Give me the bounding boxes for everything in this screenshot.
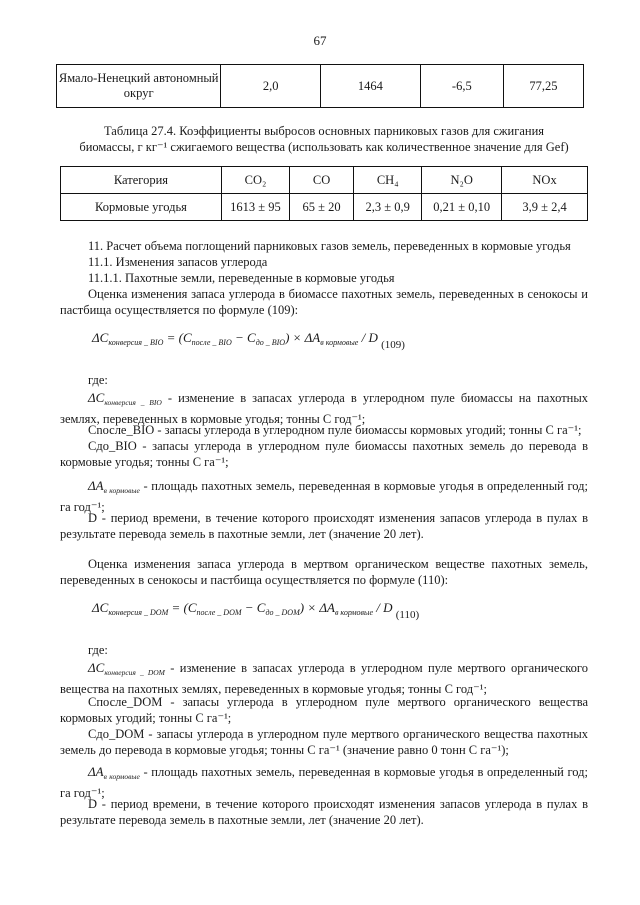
definition-text: - площадь пахотных земель, переведенная в кормовые угодья в определенный год; га год⁻¹; (60, 479, 588, 514)
column-header: CO₂ (221, 167, 289, 194)
definition-symbol: Сдо_BIO (88, 439, 137, 453)
formula-sub: в кормовые (103, 486, 140, 495)
definition-c-after-dom (60, 694, 588, 726)
intro-paragraph-dom: Оценка изменения запаса углерода в мертвом органическом веществе пахотных земель, переведенных в сенокосы и пастбища осуществляется по формуле (110): (60, 557, 588, 587)
region-cell: Ямало-Ненецкий автономный округ (57, 65, 221, 108)
formula-number: (110) (395, 609, 420, 621)
formula-sub: после _ BIO (191, 338, 232, 347)
definition-text: - запасы углерода в углеродном пуле мертвого органического вещества кормовых угодий; тонны С га⁻¹; (60, 695, 588, 725)
definition-period-dom: D - период времени, в течение которого происходят изменения запасов углерода в пулах в результате перевода земель в пахотные земли, лет (значение 20 лет). (60, 797, 588, 827)
formula-sub: в кормовые (103, 772, 140, 781)
definition-text: - запасы углерода в углеродном пуле биомассы кормовых угодий; тонны С га⁻¹; (157, 423, 582, 437)
definition-text: - запасы углерода в углеродном пуле мертвого органического вещества пахотных земель до перевода в кормовые угодья; тонны С га⁻¹ (значение равно 0 тонн С га⁻¹); (60, 727, 588, 757)
table-row (61, 194, 588, 221)
definition-area-bio: $\Delta A_{в кормовые}$ - площадь пахотных земель, переведенная в кормовые угодья в определенный год; га год⁻¹; (60, 478, 588, 514)
table-cell: 2,3 ± 0,9 (354, 194, 422, 221)
table-caption-line-1: Таблица 27.4. Коэффициенты выбросов основных парниковых газов для сжигания (103, 124, 545, 138)
definition-delta-c-dom: $\Delta C_{конверсия \_ DOM}$ - изменение в запасах углерода в углеродном пуле мертвого органического вещества на пахотных землях, переведенных в кормовые угодья; тонны С год⁻¹; (60, 660, 588, 696)
table-cell: 0,21 ± 0,10 (422, 194, 502, 221)
section-heading-11-1-1: 11.1.1. Пахотные земли, переведенные в кормовые угодья (88, 271, 395, 285)
table-cell: -6,5 (420, 65, 503, 108)
definition-text: - площадь пахотных земель, переведенная в кормовые угодья в определенный год; га год⁻¹; (60, 765, 588, 800)
formula-number: (109) (381, 339, 405, 351)
table-header-row (61, 167, 588, 194)
column-header: NOx (502, 167, 588, 194)
where-label: где: (88, 643, 108, 657)
intro-paragraph-bio: Оценка изменения запаса углерода в биомассе пахотных земель, переведенных в сенокосы и пастбища осуществляется по формуле (109): (60, 287, 588, 317)
table-cell: 2,0 (221, 65, 321, 108)
definition-symbol: Спосле_DOM (88, 695, 163, 709)
region-table (56, 64, 584, 108)
table-cell: 1613 ± 95 (221, 194, 289, 221)
table-cell: 3,9 ± 2,4 (502, 194, 588, 221)
section-heading-11: 11. Расчет объема поглощений парниковых газов земель, переведенных в кормовые угодья (88, 239, 571, 253)
table-cell: 65 ± 20 (290, 194, 354, 221)
column-header: Категория (61, 167, 222, 194)
formula-sub: конверсия _ DOM (108, 608, 169, 617)
definition-text: - изменение в запасах углерода в углеродном пуле биомассы на пахотных землях, переведенных в кормовые угодья; тонны С год⁻¹; (60, 391, 588, 426)
definition-text: - запасы углерода в углеродном пуле биомассы пахотных земель до перевода в кормовые угодья; тонны С га⁻¹; (60, 439, 588, 469)
column-header: CH₄ (354, 167, 422, 194)
definition-period-bio: D - период времени, в течение которого происходят изменения запасов углерода в пулах в результате перевода земель в пахотные земли, лет (значение 20 лет). (60, 511, 588, 541)
column-header: CO (290, 167, 354, 194)
definition-c-before-bio (60, 438, 588, 470)
definition-area-dom: $\Delta A_{в кормовые}$ - площадь пахотных земель, переведенная в кормовые угодья в определенный год; га год⁻¹; (60, 764, 588, 800)
formula-sub: до _ BIO (255, 338, 286, 347)
definition-c-after-bio (60, 422, 588, 438)
section-heading-11-1: 11.1. Изменения запасов углерода (88, 255, 268, 269)
formula-sub: конверсия _ BIO (104, 398, 162, 407)
emissions-table (60, 166, 588, 221)
formula-sub: в кормовые (320, 338, 359, 347)
formula-sub: после _ DOM (196, 608, 242, 617)
page-number: 67 (313, 33, 327, 48)
table-caption-line-2: биомассы, г кг⁻¹ сжигаемого вещества (использовать как количественное значение для Gef) (79, 140, 569, 154)
formula-sub: конверсия _ DOM (104, 668, 165, 677)
table-cell: 77,25 (503, 65, 583, 108)
where-label: где: (88, 373, 108, 387)
formula-sub: до _ DOM (265, 608, 300, 617)
definition-delta-c-bio: $\Delta C_{конверсия \_ BIO}$ - изменение в запасах углерода в углеродном пуле биомассы на пахотных землях, переведенных в кормовые угодья; тонны С год⁻¹; (60, 390, 588, 426)
definition-c-before-dom (60, 726, 588, 758)
formula-109: $\Delta C_{конверсия \_ BIO} = (C_{после \_ BIO} - C_{до \_ BIO}) \times \Delta A_{в кормовые} / D$ $_{(109)}$ (92, 330, 405, 351)
definition-symbol: Сnосле_BIO (88, 423, 155, 437)
column-header: N₂O (422, 167, 502, 194)
formula-110: $\Delta C_{конверсия \_ DOM} = (C_{после \_ DOM} - C_{до \_ DOM}) \times \Delta A_{в кормовые} / D$ $_{(110)}$ (92, 600, 420, 621)
definition-text: - изменение в запасах углерода в углеродном пуле мертвого органического вещества на пахотных землях, переведенных в кормовые угодья; тонны С год⁻¹; (60, 661, 588, 696)
definition-symbol: Сдо_DOM (88, 727, 145, 741)
formula-sub: в кормовые (334, 608, 373, 617)
table-row (57, 65, 584, 108)
table-cell: 1464 (321, 65, 421, 108)
formula-sub: конверсия _ BIO (108, 338, 164, 347)
table-cell: Кормовые угодья (61, 194, 222, 221)
